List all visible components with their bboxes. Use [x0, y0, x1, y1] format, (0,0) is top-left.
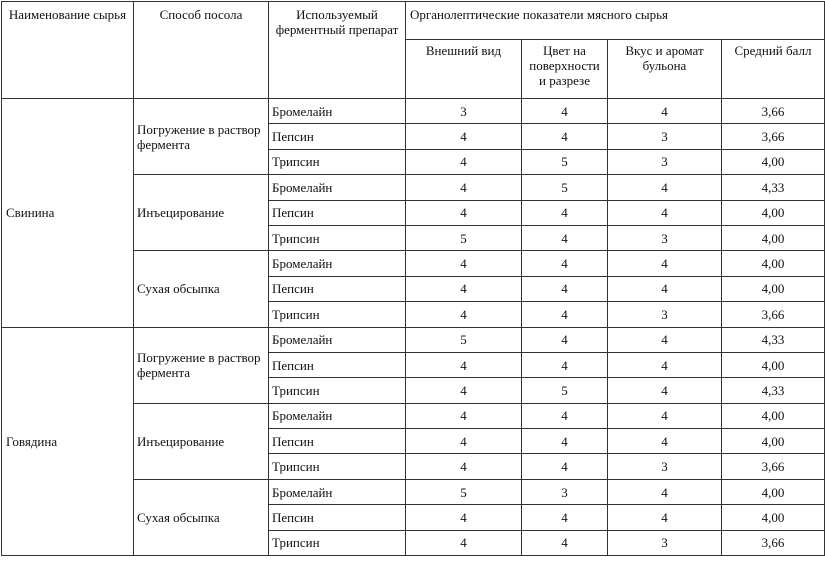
color-score: 4 — [522, 225, 608, 250]
taste-score: 3 — [608, 302, 722, 327]
enzyme-cell: Бромелайн — [269, 175, 406, 200]
enzyme-cell: Пепсин — [269, 352, 406, 377]
average-score: 4,00 — [722, 149, 825, 174]
enzyme-cell: Трипсин — [269, 378, 406, 403]
color-score: 4 — [522, 276, 608, 301]
enzyme-cell: Пепсин — [269, 200, 406, 225]
average-score: 4,00 — [722, 200, 825, 225]
salting-method-cell: Погружение в раствор фермента — [134, 99, 269, 175]
enzyme-cell: Пепсин — [269, 429, 406, 454]
taste-score: 3 — [608, 149, 722, 174]
taste-score: 3 — [608, 530, 722, 555]
average-score: 3,66 — [722, 99, 825, 124]
enzyme-cell: Пепсин — [269, 276, 406, 301]
average-score: 4,33 — [722, 378, 825, 403]
taste-score: 4 — [608, 99, 722, 124]
salting-method-cell: Погружение в раствор фермента — [134, 327, 269, 403]
appearance-score: 4 — [406, 302, 522, 327]
appearance-score: 4 — [406, 505, 522, 530]
taste-score: 4 — [608, 327, 722, 352]
taste-score: 4 — [608, 429, 722, 454]
taste-score: 3 — [608, 454, 722, 479]
average-score: 4,33 — [722, 327, 825, 352]
taste-score: 4 — [608, 479, 722, 504]
appearance-score: 4 — [406, 149, 522, 174]
table-row — [2, 99, 825, 124]
average-score: 4,00 — [722, 429, 825, 454]
header-taste: Вкус и аромат бульона — [608, 40, 722, 99]
average-score: 4,00 — [722, 403, 825, 428]
color-score: 4 — [522, 352, 608, 377]
average-score: 3,66 — [722, 302, 825, 327]
enzyme-cell: Бромелайн — [269, 327, 406, 352]
salting-method-cell: Сухая обсыпка — [134, 251, 269, 327]
header-raw: Наименование сырья — [2, 2, 134, 99]
header-organoleptic: Органолептические показатели мясного сырья — [406, 2, 825, 40]
color-score: 4 — [522, 124, 608, 149]
appearance-score: 5 — [406, 327, 522, 352]
color-score: 4 — [522, 251, 608, 276]
color-score: 4 — [522, 327, 608, 352]
salting-method-cell: Инъецирование — [134, 175, 269, 251]
appearance-score: 3 — [406, 99, 522, 124]
enzyme-cell: Трипсин — [269, 302, 406, 327]
enzyme-cell: Пепсин — [269, 505, 406, 530]
header-enzyme: Используемый ферментный препарат — [269, 2, 406, 99]
taste-score: 4 — [608, 403, 722, 428]
average-score: 4,33 — [722, 175, 825, 200]
color-score: 4 — [522, 454, 608, 479]
average-score: 4,00 — [722, 251, 825, 276]
taste-score: 4 — [608, 251, 722, 276]
average-score: 4,00 — [722, 352, 825, 377]
color-score: 4 — [522, 505, 608, 530]
table-body — [2, 99, 825, 556]
enzyme-cell: Пепсин — [269, 124, 406, 149]
appearance-score: 5 — [406, 225, 522, 250]
header-appearance: Внешний вид — [406, 40, 522, 99]
taste-score: 4 — [608, 505, 722, 530]
enzyme-cell: Бромелайн — [269, 403, 406, 428]
color-score: 4 — [522, 302, 608, 327]
appearance-score: 4 — [406, 200, 522, 225]
color-score: 4 — [522, 429, 608, 454]
average-score: 3,66 — [722, 124, 825, 149]
table-header — [2, 2, 825, 99]
average-score: 4,00 — [722, 479, 825, 504]
header-color: Цвет на поверхности и разрезе — [522, 40, 608, 99]
appearance-score: 4 — [406, 530, 522, 555]
appearance-score: 4 — [406, 429, 522, 454]
salting-method-cell: Сухая обсыпка — [134, 479, 269, 555]
average-score: 3,66 — [722, 454, 825, 479]
color-score: 4 — [522, 403, 608, 428]
color-score: 4 — [522, 200, 608, 225]
table-row — [2, 327, 825, 352]
appearance-score: 4 — [406, 378, 522, 403]
organoleptic-table — [1, 1, 825, 556]
enzyme-cell: Бромелайн — [269, 479, 406, 504]
color-score: 4 — [522, 99, 608, 124]
header-avg: Средний балл — [722, 40, 825, 99]
average-score: 4,00 — [722, 276, 825, 301]
enzyme-cell: Бромелайн — [269, 251, 406, 276]
appearance-score: 5 — [406, 479, 522, 504]
enzyme-cell: Трипсин — [269, 149, 406, 174]
enzyme-cell: Трипсин — [269, 225, 406, 250]
header-method: Способ посола — [134, 2, 269, 99]
color-score: 5 — [522, 175, 608, 200]
color-score: 4 — [522, 530, 608, 555]
taste-score: 4 — [608, 200, 722, 225]
color-score: 3 — [522, 479, 608, 504]
appearance-score: 4 — [406, 352, 522, 377]
taste-score: 3 — [608, 124, 722, 149]
appearance-score: 4 — [406, 124, 522, 149]
appearance-score: 4 — [406, 403, 522, 428]
appearance-score: 4 — [406, 454, 522, 479]
taste-score: 4 — [608, 378, 722, 403]
enzyme-cell: Трипсин — [269, 454, 406, 479]
appearance-score: 4 — [406, 251, 522, 276]
average-score: 3,66 — [722, 530, 825, 555]
enzyme-cell: Бромелайн — [269, 99, 406, 124]
appearance-score: 4 — [406, 276, 522, 301]
raw-material-cell: Говядина — [2, 327, 134, 556]
salting-method-cell: Инъецирование — [134, 403, 269, 479]
taste-score: 4 — [608, 352, 722, 377]
raw-material-cell: Свинина — [2, 99, 134, 328]
average-score: 4,00 — [722, 505, 825, 530]
enzyme-cell: Трипсин — [269, 530, 406, 555]
taste-score: 4 — [608, 175, 722, 200]
taste-score: 4 — [608, 276, 722, 301]
color-score: 5 — [522, 149, 608, 174]
color-score: 5 — [522, 378, 608, 403]
average-score: 4,00 — [722, 225, 825, 250]
appearance-score: 4 — [406, 175, 522, 200]
taste-score: 3 — [608, 225, 722, 250]
